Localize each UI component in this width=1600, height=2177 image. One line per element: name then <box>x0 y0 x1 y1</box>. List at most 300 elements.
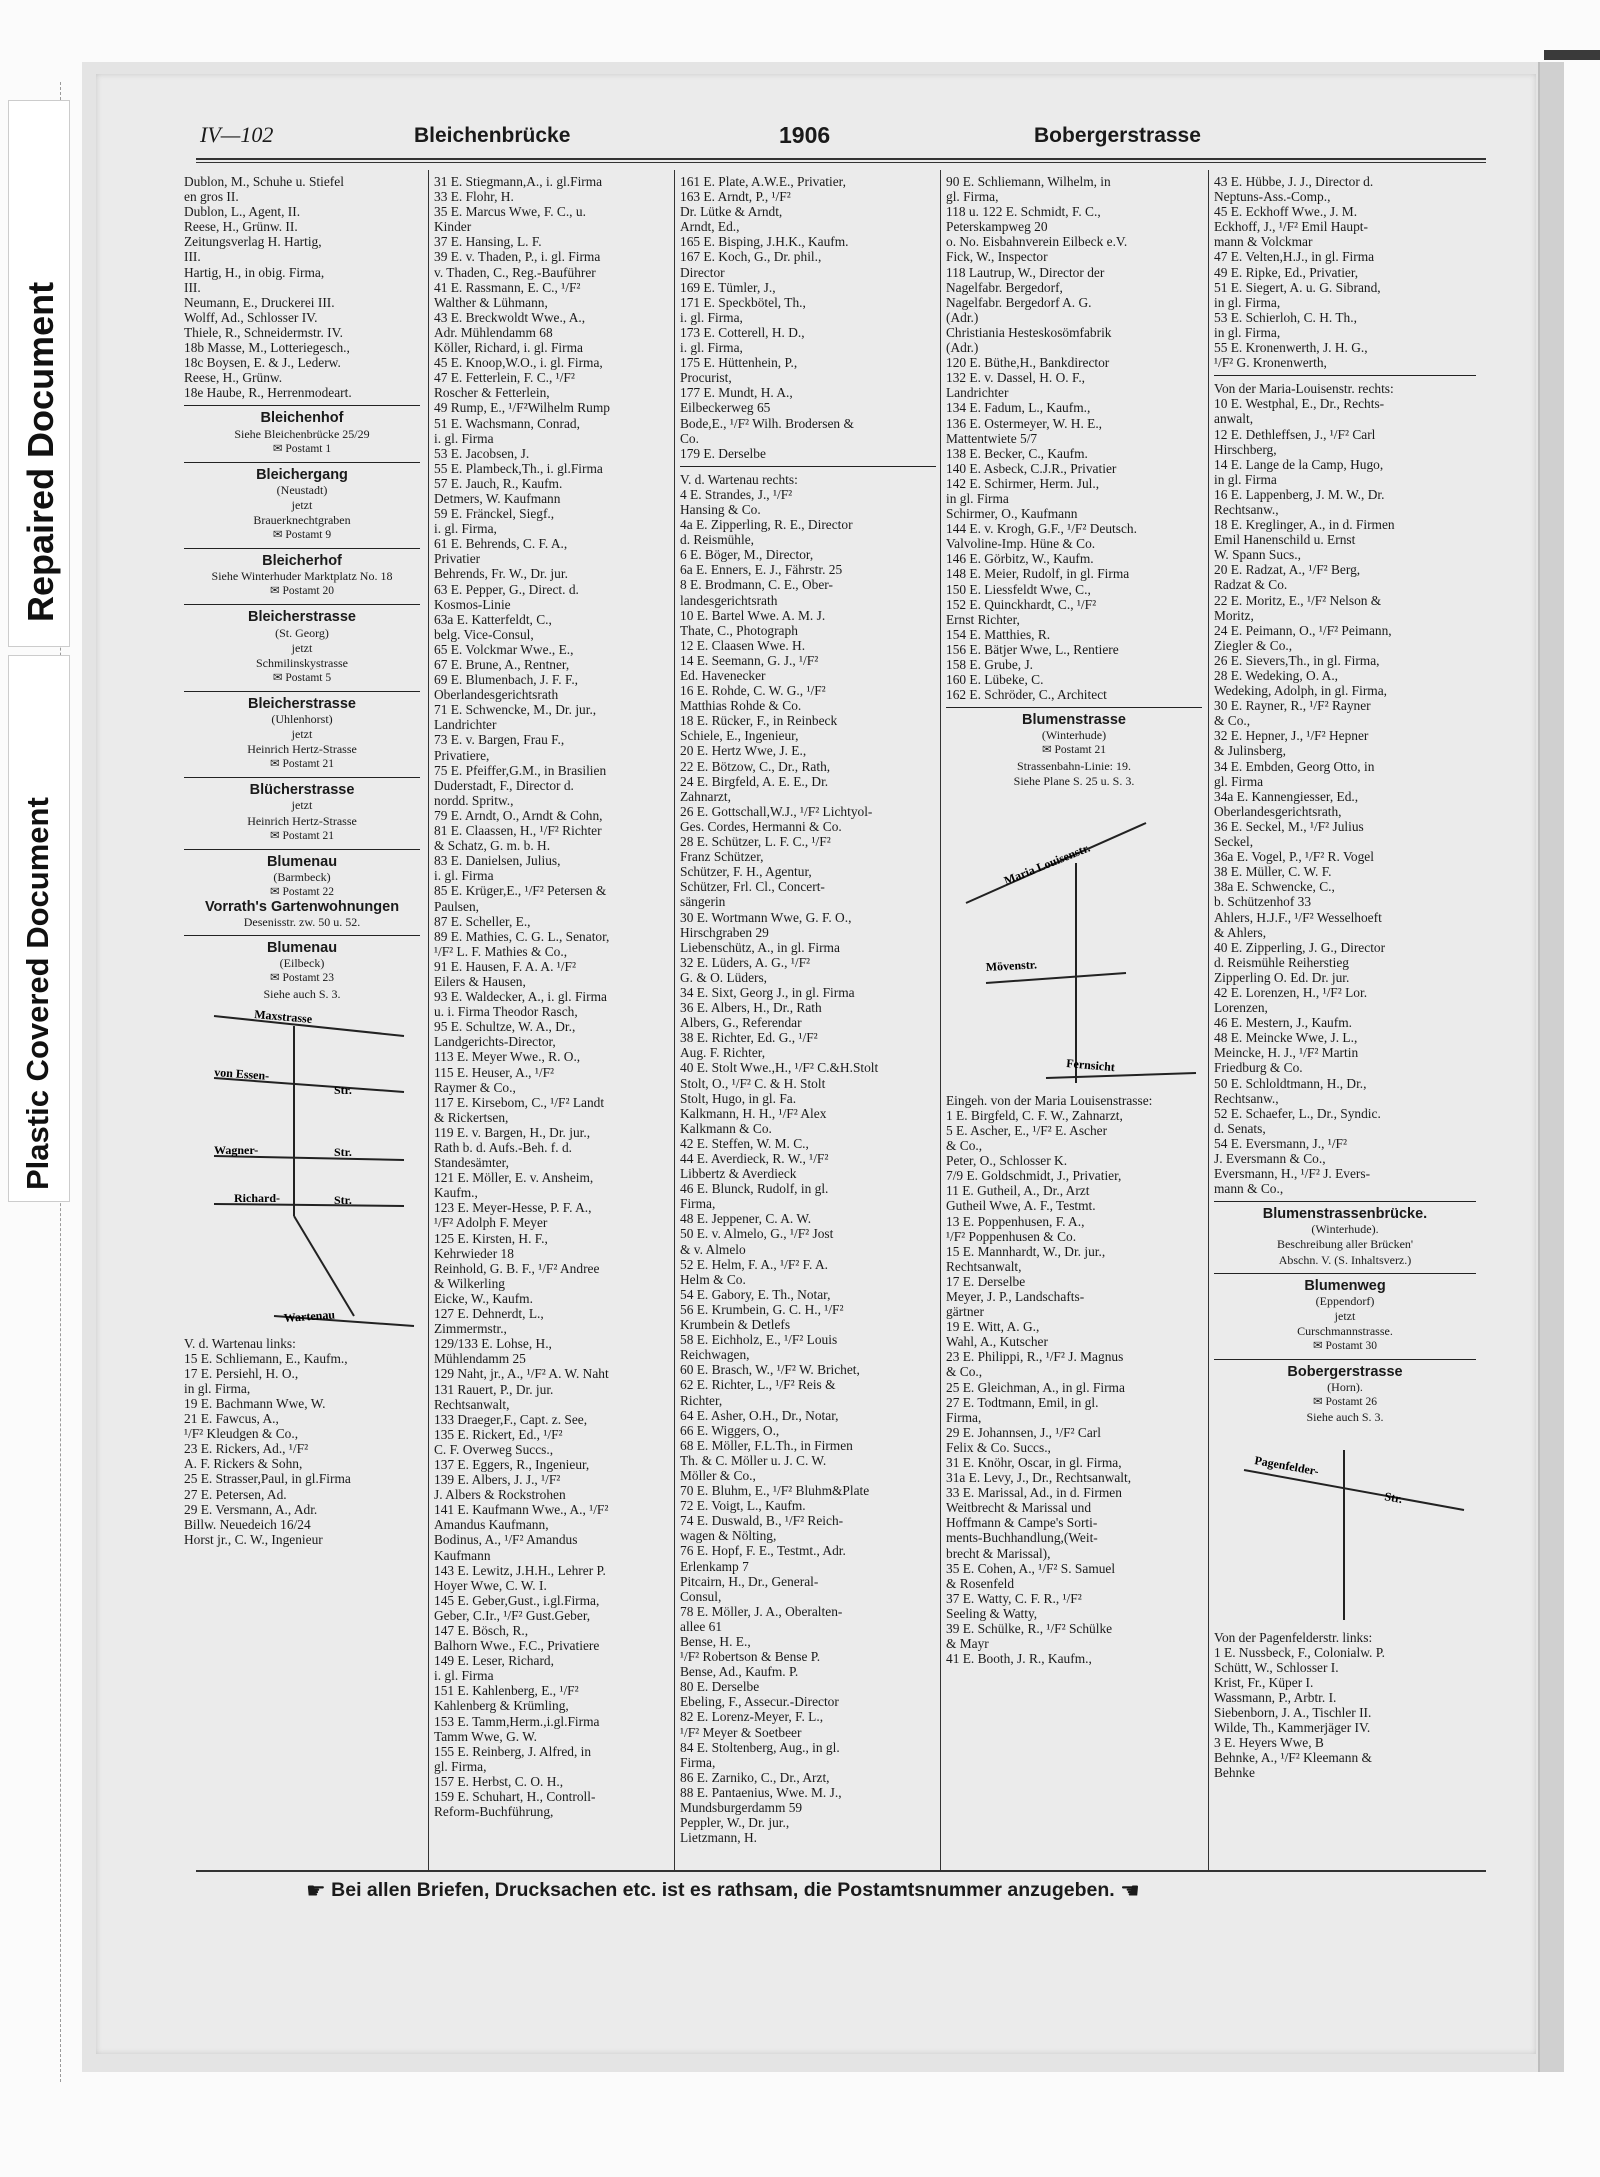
street-note: Brauerknechtgraben <box>253 512 351 527</box>
directory-entry: G. & O. Lüders, <box>680 969 768 985</box>
directory-entry: 50 E. Schloldtmann, H., Dr., <box>1214 1075 1367 1091</box>
directory-entry: Schützer, Frl. Cl., Concert- <box>680 879 825 895</box>
directory-entry: & Co., <box>946 1138 983 1154</box>
directory-entry: 37 E. Hansing, L. F. <box>434 234 542 250</box>
directory-entry: 12 E. Claasen Wwe. H. <box>680 637 806 653</box>
directory-entry: Reform-Buchführung, <box>434 1804 554 1820</box>
directory-entry: 45 E. Knoop,W.O., i. gl. Firma, <box>434 355 603 371</box>
directory-entry: 43 E. Hübbe, J. J., Director d. <box>1214 174 1374 189</box>
directory-entry: 83 E. Danielsen, Julius, <box>434 853 561 869</box>
directory-entry: 53 E. Schierloh, C. H. Th., <box>1214 309 1357 325</box>
directory-entry: 6a E. Enners, E. J., Fährstr. 25 <box>680 562 843 578</box>
directory-entry: 161 E. Plate, A.W.E., Privatier, <box>680 174 846 189</box>
directory-entry: 51 E. Wachsmann, Conrad, <box>434 415 580 431</box>
directory-entry: Hansing & Co. <box>680 501 761 517</box>
directory-entry: 10 E. Westphal, E., Dr., Rechts- <box>1214 396 1385 412</box>
directory-entry: 75 E. Pfeiffer,G.M., in Brasilien <box>434 762 607 778</box>
section-divider <box>946 707 1202 708</box>
postamt-number: Postamt 1 <box>285 442 332 455</box>
street-map-label: Wartenau <box>283 1307 336 1325</box>
street-section <box>184 855 420 930</box>
street-note: Heinrich Hertz-Strasse <box>247 813 357 828</box>
directory-entry: J. Albers & Rockstrohen <box>434 1487 566 1503</box>
directory-entry: Amandus Kaufmann, <box>434 1517 549 1533</box>
directory-entry: 23 E. Rickers, Ad., ¹/F² <box>184 1441 309 1457</box>
directory-entry: Christiania Hesteskosömfabrik <box>946 324 1112 340</box>
directory-entry: 152 E. Quinckhardt, C., ¹/F² <box>946 596 1097 612</box>
directory-entry: Landrichter <box>946 385 1009 401</box>
directory-entry: Schütt, W., Schlosser I. <box>1214 1659 1339 1675</box>
directory-entry: ¹/F² Robertson & Bense P. <box>680 1649 821 1665</box>
header-left-street: Bleichenbrücke <box>414 124 571 147</box>
directory-entry: Walther & Lühmann, <box>434 294 548 310</box>
street-name: Blumenstrassenbrücke. <box>1262 1206 1428 1223</box>
street-note: (Horn). <box>1327 1380 1363 1395</box>
directory-entry: Firma, <box>680 1196 716 1212</box>
directory-entry: 30 E. Wortmann Wwe, G. F. O., <box>680 909 852 925</box>
directory-entry: 50 E. v. Almelo, G., ¹/F² Jost <box>680 1226 834 1242</box>
directory-entry: Consul, <box>680 1588 722 1604</box>
directory-entry: 47 E. Velten,H.J., in gl. Firma <box>1214 249 1375 265</box>
directory-entry: 18e Haube, R., Herrenmodeart. <box>184 385 352 401</box>
directory-entry: Wahl, A., Kutscher <box>946 1334 1048 1350</box>
directory-entry: Eilers & Hausen, <box>434 973 526 989</box>
directory-column-5 <box>1214 174 1476 1864</box>
directory-entry: 138 E. Becker, C., Kaufm. <box>946 445 1088 461</box>
directory-entry: Rath b. d. Aufs.-Beh. f. d. <box>434 1140 572 1155</box>
street-map-diagram <box>184 1006 420 1336</box>
directory-entry: 78 E. Möller, J. A., Oberalten- <box>680 1603 843 1619</box>
section-divider <box>184 604 420 605</box>
directory-entry: 118 u. 122 E. Schmidt, F. C., <box>946 204 1101 220</box>
directory-entry: Friedburg & Co. <box>1214 1060 1303 1076</box>
directory-entry: nordd. Spritw., <box>434 792 514 808</box>
directory-entry: 22 E. Moritz, E., ¹/F² Nelson & <box>1214 592 1382 608</box>
postamt-label <box>946 743 1202 758</box>
directory-entry: Libbertz & Averdieck <box>680 1166 797 1182</box>
directory-entry: Köller, Richard, i. gl. Firma <box>434 340 583 356</box>
directory-page <box>96 74 1536 2054</box>
directory-entry: in gl. Firma, <box>1214 324 1281 340</box>
directory-entry: Seeling & Watty, <box>946 1605 1038 1621</box>
directory-entry: Eingeh. von der Maria Louisenstrasse: <box>946 1092 1153 1108</box>
postamt-label <box>184 442 420 457</box>
directory-entry: Hirschgraben 29 <box>680 924 769 940</box>
footer-rule <box>196 1870 1486 1872</box>
directory-entry: Nagelfabr. Bergedorf A. G. <box>946 294 1092 310</box>
directory-entry: 121 E. Möller, E. v. Ansheim, <box>434 1170 594 1186</box>
pointing-hand-icon: ☛ <box>306 1878 326 1903</box>
directory-entry: 34 E. Embden, Georg Otto, in <box>1214 758 1375 774</box>
directory-entry: 18b Masse, M., Lotteriegesch., <box>184 340 350 356</box>
directory-entry: Ahlers, H.J.F., ¹/F² Wesselhoeft <box>1214 909 1382 925</box>
directory-entry: Behrends, Fr. W., Dr. jur. <box>434 566 568 582</box>
directory-entry: 65 E. Volckmar Wwe., E., <box>434 641 574 657</box>
directory-entry: 91 E. Hausen, F. A. A. ¹/F² <box>434 958 576 974</box>
directory-entry: Hartig, H., in obig. Firma, <box>184 264 325 280</box>
directory-entry: Eilbeckerweg 65 <box>680 400 771 416</box>
directory-entry: 54 E. Gabory, E. Th., Notar, <box>680 1286 831 1302</box>
directory-entry: 76 E. Hopf, F. E., Testmt., Adr. <box>680 1543 846 1559</box>
envelope-icon: ✉ <box>1313 1340 1326 1353</box>
street-name: Blumenau <box>266 940 338 957</box>
directory-entry: Reese, H., Grünw. <box>184 370 283 386</box>
directory-entry: in gl. Firma, <box>1214 294 1281 310</box>
directory-entry: ments-Buchhandlung,(Weit- <box>946 1530 1098 1546</box>
street-note: (Eppendorf) <box>1315 1293 1375 1308</box>
directory-entry: i. gl. Firma, <box>680 309 743 325</box>
postamt-label <box>184 829 420 844</box>
directory-entry: 85 E. Krüger,E., ¹/F² Petersen & <box>434 883 607 899</box>
directory-entry: 41 E. Rassmann, E. C., ¹/F² <box>434 279 581 295</box>
directory-entry: 49 Rump, E., ¹/F²Wilhelm Rump <box>434 400 610 416</box>
directory-entry: Standesämter, <box>434 1155 509 1171</box>
postal-notice-text: Bei allen Briefen, Drucksachen etc. ist es rathsam, die Postamtsnummer anzugeben. <box>331 1879 1115 1902</box>
postamt-number: Postamt 26 <box>1325 1396 1377 1409</box>
directory-entry: Meyer, J. P., Landschafts- <box>946 1288 1085 1304</box>
directory-entry: 134 E. Fadum, L., Kaufm., <box>946 400 1091 416</box>
directory-entry: Ed. Havenecker <box>680 668 766 683</box>
directory-entry: 149 E. Leser, Richard, <box>434 1653 554 1669</box>
directory-entry: Oberlandesgerichtsrath, <box>1214 803 1342 819</box>
directory-entry: Dublon, L., Agent, II. <box>184 204 301 220</box>
directory-entry: 80 E. Derselbe <box>680 1679 760 1695</box>
directory-entry: Weitbrecht & Marissal und <box>946 1500 1092 1516</box>
street-map-label: Maxstrasse <box>253 1006 313 1026</box>
street-note: (Neustadt) <box>276 482 328 497</box>
postamt-number: Postamt 20 <box>282 585 334 598</box>
directory-entry: Peterskampweg 20 <box>946 219 1048 235</box>
directory-entry: 177 E. Mundt, H. A., <box>680 385 793 401</box>
directory-entry: 26 E. Sievers,Th., in gl. Firma, <box>1214 652 1380 668</box>
directory-entry: 129/133 E. Lohse, H., <box>434 1336 552 1352</box>
directory-entry: Radzat & Co. <box>1214 577 1288 593</box>
street-map-label: Wagner- <box>214 1142 259 1157</box>
directory-entry: 119 E. v. Bargen, H., Dr. jur., <box>434 1124 591 1140</box>
directory-entry: Schützer, F. H., Agentur, <box>680 864 812 880</box>
directory-entry: Co. <box>680 430 699 446</box>
directory-entry: Reinhold, G. B. F., ¹/F² Andree <box>434 1260 600 1276</box>
directory-entry: 45 E. Eckhoff Wwe., J. M. <box>1214 204 1358 220</box>
street-line <box>1046 1073 1196 1078</box>
directory-entry: 34a E. Kannengiesser, Ed., <box>1214 788 1359 804</box>
street-note: (Winterhude) <box>1041 728 1107 743</box>
directory-entry: 68 E. Möller, F.L.Th., in Firmen <box>680 1437 853 1453</box>
directory-entry: 17 E. Derselbe <box>946 1273 1026 1289</box>
directory-entry: 115 E. Heuser, A., ¹/F² <box>434 1064 555 1080</box>
directory-entry: Nagelfabr. Bergedorf, <box>946 279 1063 295</box>
street-section <box>184 554 420 599</box>
directory-entry: 88 E. Pantaenius, Wwe. M. J., <box>680 1784 842 1800</box>
directory-entry: v. Thaden, C., Reg.-Bauführer <box>434 264 596 280</box>
directory-entry: 10 E. Bartel Wwe. A. M. J. <box>680 607 826 623</box>
header-right-street: Bobergerstrasse <box>1034 124 1201 147</box>
postamt-label <box>184 584 420 599</box>
directory-entry: 139 E. Albers, J. J., ¹/F² <box>434 1472 561 1488</box>
header-rule-thin <box>196 162 1486 163</box>
section-divider <box>1214 1359 1476 1360</box>
directory-entry: 42 E. Steffen, W. M. C., <box>680 1135 809 1151</box>
directory-entry: Adr. Mühlendamm 68 <box>434 324 553 340</box>
directory-entry: Ebeling, F., Assecur.-Director <box>680 1694 839 1710</box>
directory-entry: & v. Almelo <box>680 1241 746 1257</box>
directory-entry: Meincke, H. J., ¹/F² Martin <box>1214 1045 1359 1061</box>
directory-entry: Gutheil Wwe, A. F., Testmt. <box>946 1198 1096 1214</box>
directory-entry: 155 E. Reinberg, J. Alfred, in <box>434 1743 592 1759</box>
directory-entry: 16 E. Lappenberg, J. M. W., Dr. <box>1214 486 1385 502</box>
directory-entry: 135 E. Rickert, Ed., ¹/F² <box>434 1426 563 1442</box>
directory-entry: 28 E. Schützer, L. F. C., ¹/F² <box>680 834 831 850</box>
directory-entry: 24 E. Peimann, O., ¹/F² Peimann, <box>1214 622 1392 638</box>
directory-entry: Procurist, <box>680 370 732 386</box>
street-name: Bleicherstrasse <box>247 609 356 626</box>
directory-entry: Duderstadt, F., Director d. <box>434 777 574 793</box>
street-map-label: Maria Louisenstr. <box>1001 840 1093 888</box>
directory-entry: sängerin <box>680 894 726 910</box>
directory-entry: 38 E. Müller, C. W. F. <box>1214 864 1332 880</box>
directory-entry: 46 E. Mestern, J., Kaufm. <box>1214 1015 1352 1031</box>
directory-entry: in gl. Firma <box>1214 471 1277 487</box>
directory-entry: 79 E. Arndt, O., Arndt & Cohn, <box>434 807 603 823</box>
directory-entry: anwalt, <box>1214 411 1254 427</box>
directory-entry: 1 E. Nussbeck, F., Colonialw. P. <box>1214 1644 1386 1660</box>
directory-entry: V. d. Wartenau links: <box>184 1335 296 1351</box>
directory-entry: 154 E. Matthies, R. <box>946 626 1051 642</box>
street-map-label: Str. <box>334 1192 352 1207</box>
directory-entry: mann & Volckmar <box>1214 234 1313 250</box>
directory-entry: Firma, <box>946 1409 982 1425</box>
directory-entry: 51 E. Siegert, A. u. G. Sibrand, <box>1214 279 1381 295</box>
directory-entry: 72 E. Voigt, L., Kaufm. <box>680 1498 806 1514</box>
directory-entry: d. Senats, <box>1214 1120 1266 1136</box>
directory-entry: 32 E. Hepner, J., ¹/F² Hepner <box>1214 728 1369 744</box>
postamt-number: Postamt 30 <box>1325 1340 1377 1353</box>
directory-entry: Landgerichts-Director, <box>434 1034 556 1050</box>
directory-entry: 145 E. Geber,Gust., i.gl.Firma, <box>434 1592 600 1608</box>
directory-entry: 31 E. Stiegmann,A., i. gl.Firma <box>434 174 603 189</box>
directory-entry: III. <box>184 249 201 265</box>
street-section <box>1214 1279 1476 1354</box>
street-map-label: Richard- <box>234 1190 280 1205</box>
directory-entry: Rechtsanwalt, <box>946 1258 1022 1274</box>
directory-entry: 52 E. Schaefer, L., Dr., Syndic. <box>1214 1105 1381 1121</box>
header-rule <box>196 158 1486 160</box>
directory-entry: ¹/F² Meyer & Soetbeer <box>680 1724 802 1740</box>
directory-entry: landesgerichtsrath <box>680 592 778 608</box>
directory-entry: Mundsburgerdamm 59 <box>680 1800 803 1816</box>
directory-entry: ¹/F² G. Kronenwerth, <box>1214 355 1327 371</box>
directory-entry: Paulsen, <box>434 898 480 914</box>
directory-column-3 <box>680 174 936 1864</box>
directory-entry: 15 E. Mannhardt, W., Dr. jur., <box>946 1243 1106 1259</box>
directory-entry: mann & Co., <box>1214 1181 1284 1197</box>
directory-entry: 165 E. Bisping, J.H.K., Kaufm. <box>680 234 849 250</box>
directory-entry: Kosmos-Linie <box>434 596 511 612</box>
postamt-label <box>1214 1339 1476 1354</box>
section-divider <box>184 935 420 936</box>
street-note: jetzt <box>291 497 313 512</box>
directory-entry: 22 E. Bötzow, C., Dr., Rath, <box>680 758 831 774</box>
directory-entry: 37 E. Watty, C. F. R., ¹/F² <box>946 1590 1082 1606</box>
directory-entry: b. Schützenhof 33 <box>1214 894 1312 910</box>
directory-entry: 17 E. Persiehl, H. O., <box>184 1365 299 1381</box>
directory-entry: Eversmann, H., ¹/F² J. Evers- <box>1214 1166 1371 1182</box>
directory-entry: 25 E. Strasser,Paul, in gl.Firma <box>184 1471 351 1487</box>
directory-entry: Stolt, O., ¹/F² C. & H. Stolt <box>680 1075 826 1091</box>
directory-entry: Wedeking, Adolph, in gl. Firma, <box>1214 683 1387 699</box>
directory-entry: (Adr.) <box>946 340 979 356</box>
street-section <box>184 697 420 772</box>
directory-entry: Eicke, W., Kaufm. <box>434 1290 533 1306</box>
page-number: IV—102 <box>200 122 274 147</box>
street-note: Vorrath's Gartenwohnungen <box>204 899 400 916</box>
street-note: Siehe Bleichenbrücke 25/29 <box>234 426 370 441</box>
directory-entry: Wilde, Th., Kammerjäger IV. <box>1214 1720 1371 1736</box>
directory-entry: 6 E. Böger, M., Director, <box>680 547 814 563</box>
envelope-icon: ✉ <box>272 671 286 684</box>
directory-entry: 63 E. Pepper, G., Direct. d. <box>434 581 579 597</box>
postamt-label <box>184 885 420 900</box>
directory-entry: 87 E. Scheller, E., <box>434 913 531 929</box>
envelope-icon: ✉ <box>270 972 283 985</box>
street-map-label: Fernsicht <box>1065 1055 1116 1074</box>
directory-entry: 36 E. Seckel, M., ¹/F² Julius <box>1214 818 1364 834</box>
street-note: jetzt <box>291 798 313 813</box>
directory-entry: 43 E. Breckwoldt Wwe., A., <box>434 309 586 325</box>
directory-entry: 89 E. Mathies, C. G. L., Senator, <box>434 928 610 944</box>
directory-entry: Dublon, M., Schuhe u. Stiefel <box>184 174 344 189</box>
directory-column-4 <box>946 174 1202 1864</box>
directory-entry: Lietzmann, H. <box>680 1830 757 1846</box>
directory-entry: Felix & Co. Succs., <box>946 1439 1051 1455</box>
directory-entry: Eckhoff, J., ¹/F² Emil Haupt- <box>1214 219 1368 235</box>
directory-entry: 20 E. Radzat, A., ¹/F² Berg, <box>1214 562 1361 578</box>
street-note: (Eilbeck) <box>279 956 325 971</box>
directory-entry: Krist, Fr., Küper I. <box>1214 1674 1314 1690</box>
directory-entry: Neumann, E., Druckerei III. <box>184 294 335 310</box>
street-note: Strassenbahn-Linie: 19. <box>1017 758 1131 773</box>
directory-entry: Schiele, E., Ingenieur, <box>680 728 799 744</box>
directory-entry: ¹/F² Kleudgen & Co., <box>184 1426 299 1442</box>
directory-entry: Moritz, <box>1214 607 1254 623</box>
directory-entry: 160 E. Lübeke, C. <box>946 672 1044 688</box>
directory-entry: J. Eversmann & Co., <box>1214 1151 1326 1166</box>
directory-entry: 33 E. Marissal, Ad., in d. Firmen <box>946 1485 1122 1501</box>
street-note: Curschmannstrasse. <box>1297 1323 1393 1338</box>
directory-entry: 59 E. Fränckel, Siegf., <box>434 506 555 522</box>
postamt-label <box>184 971 420 986</box>
directory-entry: 163 E. Arndt, P., ¹/F² <box>680 189 791 205</box>
directory-entry: 136 E. Ostermeyer, W. H. E., <box>946 415 1103 431</box>
directory-entry: 34 E. Sixt, Georg J., in gl. Firma <box>680 984 855 1000</box>
directory-entry: brecht & Marissal), <box>946 1545 1051 1561</box>
column-divider <box>674 170 675 1870</box>
envelope-icon: ✉ <box>1042 744 1055 757</box>
street-name: Blumenweg <box>1304 1277 1386 1294</box>
directory-entry: 12 E. Dethleffsen, J., ¹/F² Carl <box>1214 426 1376 442</box>
repaired-document-label: Repaired Document <box>20 281 61 622</box>
directory-entry: 49 E. Ripke, Ed., Privatier, <box>1214 264 1359 280</box>
directory-entry: 42 E. Lorenzen, H., ¹/F² Lor. <box>1214 984 1368 1000</box>
directory-column-1 <box>184 174 420 1864</box>
street-name: Bleicherhof <box>262 553 342 570</box>
section-divider <box>184 462 420 463</box>
street-map <box>946 793 1202 1093</box>
directory-entry: 55 E. Kronenwerth, J. H. G., <box>1214 340 1368 356</box>
directory-entry: 38 E. Richter, Ed. G., ¹/F² <box>680 1030 818 1046</box>
directory-entry: Seckel, <box>1214 834 1254 850</box>
directory-entry: Möller & Co., <box>680 1467 756 1483</box>
section-divider <box>680 466 936 467</box>
directory-entry: 39 E. Schülke, R., ¹/F² Schülke <box>946 1621 1113 1637</box>
directory-entry: 4a E. Zipperling, R. E., Director <box>680 517 853 533</box>
directory-entry: Pitcairn, H., Dr., General- <box>680 1573 819 1589</box>
postamt-label <box>184 757 420 772</box>
directory-entry: 173 E. Cotterell, H. D., <box>680 324 805 340</box>
street-name: Blumenau <box>266 853 338 870</box>
directory-entry: 40 E. Zipperling, J. G., Director <box>1214 939 1386 955</box>
directory-entry: d. Reismühle Reiherstieg <box>1214 954 1349 970</box>
directory-entry: Dr. Lütke & Arndt, <box>680 204 783 220</box>
envelope-icon: ✉ <box>270 885 283 898</box>
directory-entry: 18c Boysen, E. & J., Lederw. <box>184 355 341 371</box>
directory-entry: 67 E. Brune, A., Rentner, <box>434 657 570 672</box>
directory-entry: Helm & Co. <box>680 1271 746 1287</box>
envelope-icon: ✉ <box>270 829 283 842</box>
directory-entry: 28 E. Wedeking, O. A., <box>1214 668 1339 683</box>
directory-entry: 27 E. Petersen, Ad. <box>184 1486 287 1502</box>
plastic-covered-document-label: Plastic Covered Document <box>20 797 55 1190</box>
postamt-number: Postamt 21 <box>282 758 334 771</box>
street-note: jetzt <box>291 640 313 655</box>
street-section <box>1214 1365 1476 1425</box>
directory-entry: 21 E. Fawcus, A., <box>184 1411 279 1427</box>
directory-entry: Raymer & Co., <box>434 1079 516 1095</box>
street-map-label: Str. <box>1383 1488 1404 1506</box>
directory-entry: gl. Firma, <box>434 1758 487 1774</box>
directory-entry: 18 E. Rücker, F., in Reinbeck <box>680 713 838 729</box>
directory-entry: Kehrwieder 18 <box>434 1245 514 1261</box>
directory-entry: 175 E. Hüttenhein, P., <box>680 355 798 371</box>
directory-entry: 133 Draeger,F., Capt. z. See, <box>434 1411 588 1427</box>
section-divider <box>1214 375 1476 376</box>
directory-entry: 146 E. Görbitz, W., Kaufm. <box>946 551 1094 567</box>
directory-entry: 39 E. v. Thaden, P., i. gl. Firma <box>434 249 601 265</box>
directory-entry: 35 E. Marcus Wwe, F. C., u. <box>434 204 586 220</box>
directory-entry: Liebenschütz, A., in gl. Firma <box>680 939 840 955</box>
envelope-icon: ✉ <box>270 585 283 598</box>
street-name: Blumenstrasse <box>1022 712 1126 729</box>
directory-entry: 162 E. Schröder, C., Architect <box>946 687 1107 703</box>
directory-entry: gärtner <box>946 1304 984 1320</box>
directory-entry: 69 E. Blumenbach, J. F. F., <box>434 672 579 688</box>
directory-entry: 70 E. Bluhm, E., ¹/F² Bluhm&Plate <box>680 1483 870 1499</box>
directory-entry: C. F. Overweg Succs., <box>434 1441 554 1457</box>
directory-entry: 120 E. Büthe,H., Bankdirector <box>946 355 1110 371</box>
directory-entry: & Julinsberg, <box>1214 743 1286 759</box>
column-divider <box>940 170 941 1870</box>
directory-entry: 82 E. Lorenz-Meyer, F. L., <box>680 1709 824 1725</box>
directory-entry: Kalkmann & Co. <box>680 1120 772 1136</box>
postamt-number: Postamt 23 <box>282 972 334 985</box>
directory-entry: Bode,E., ¹/F² Wilh. Brodersen & <box>680 415 854 431</box>
directory-entry: 156 E. Bätjer Wwe, L., Rentiere <box>946 641 1119 657</box>
directory-entry: & Rosenfeld <box>946 1575 1015 1591</box>
directory-entry: 90 E. Schliemann, Wilhelm, in <box>946 174 1111 189</box>
directory-entry: i. gl. Firma <box>434 868 494 884</box>
directory-entry: 141 E. Kaufmann Wwe., A., ¹/F² <box>434 1502 609 1518</box>
directory-entry: 137 E. Eggers, R., Ingenieur, <box>434 1456 590 1472</box>
